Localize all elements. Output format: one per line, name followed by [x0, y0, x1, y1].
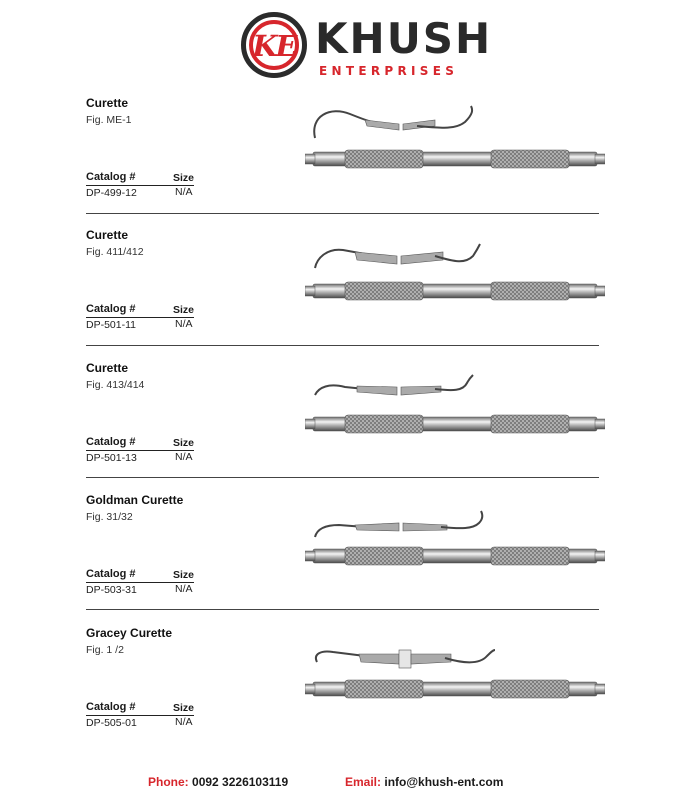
section-divider [86, 345, 599, 346]
catalog-header: Catalog # [86, 568, 136, 580]
size-header: Size [173, 702, 195, 714]
logo-monogram: KE [252, 29, 296, 63]
company-logo [241, 12, 493, 80]
product-card [0, 626, 689, 758]
size-value: N/A [175, 716, 193, 728]
product-card [0, 361, 689, 493]
section-divider [86, 609, 599, 610]
product-card [0, 96, 689, 228]
size-header: Size [173, 437, 195, 449]
instrument-image [305, 228, 605, 318]
section-divider [86, 477, 599, 478]
catalog-number: DP-503-31 [86, 584, 137, 596]
catalog-number: DP-501-11 [86, 319, 136, 331]
product-fig: Fig. 1 /2 [86, 644, 124, 656]
catalog-number: DP-499-12 [86, 187, 137, 199]
product-title: Curette [86, 96, 129, 110]
catalog-number: DP-505-01 [86, 717, 137, 729]
size-value: N/A [175, 451, 193, 463]
product-title: Curette [86, 361, 129, 375]
instrument-image [305, 626, 605, 716]
product-card [0, 493, 689, 625]
product-title: Goldman Curette [86, 493, 184, 507]
instrument-image [305, 96, 605, 186]
phone-label: Phone: [148, 775, 189, 789]
size-header: Size [173, 569, 195, 581]
size-value: N/A [175, 186, 193, 198]
logo-emblem [241, 12, 307, 78]
brand-tagline: ENTERPRISES [319, 64, 459, 78]
catalog-header: Catalog # [86, 701, 136, 713]
section-divider [86, 213, 599, 214]
product-fig: Fig. 413/414 [86, 379, 145, 391]
catalog-header: Catalog # [86, 171, 136, 183]
brand-name: KHUSH [315, 14, 493, 63]
instrument-image [305, 493, 605, 583]
email-label: Email: [345, 775, 382, 789]
size-header: Size [173, 304, 195, 316]
size-value: N/A [175, 318, 193, 330]
footer-phone [148, 775, 288, 789]
product-fig: Fig. 31/32 [86, 511, 133, 523]
product-fig: Fig. 411/412 [86, 246, 144, 258]
product-fig: Fig. ME-1 [86, 114, 132, 126]
catalog-number: DP-501-13 [86, 452, 137, 464]
product-card [0, 228, 689, 360]
product-title: Curette [86, 228, 129, 242]
email-address[interactable]: info@khush-ent.com [384, 775, 504, 789]
catalog-header: Catalog # [86, 303, 136, 315]
product-title: Gracey Curette [86, 626, 173, 640]
catalog-header: Catalog # [86, 436, 136, 448]
phone-number[interactable]: 0092 3226103119 [192, 775, 289, 789]
size-header: Size [173, 172, 195, 184]
footer-email [345, 775, 503, 789]
size-value: N/A [175, 583, 193, 595]
instrument-image [305, 361, 605, 451]
